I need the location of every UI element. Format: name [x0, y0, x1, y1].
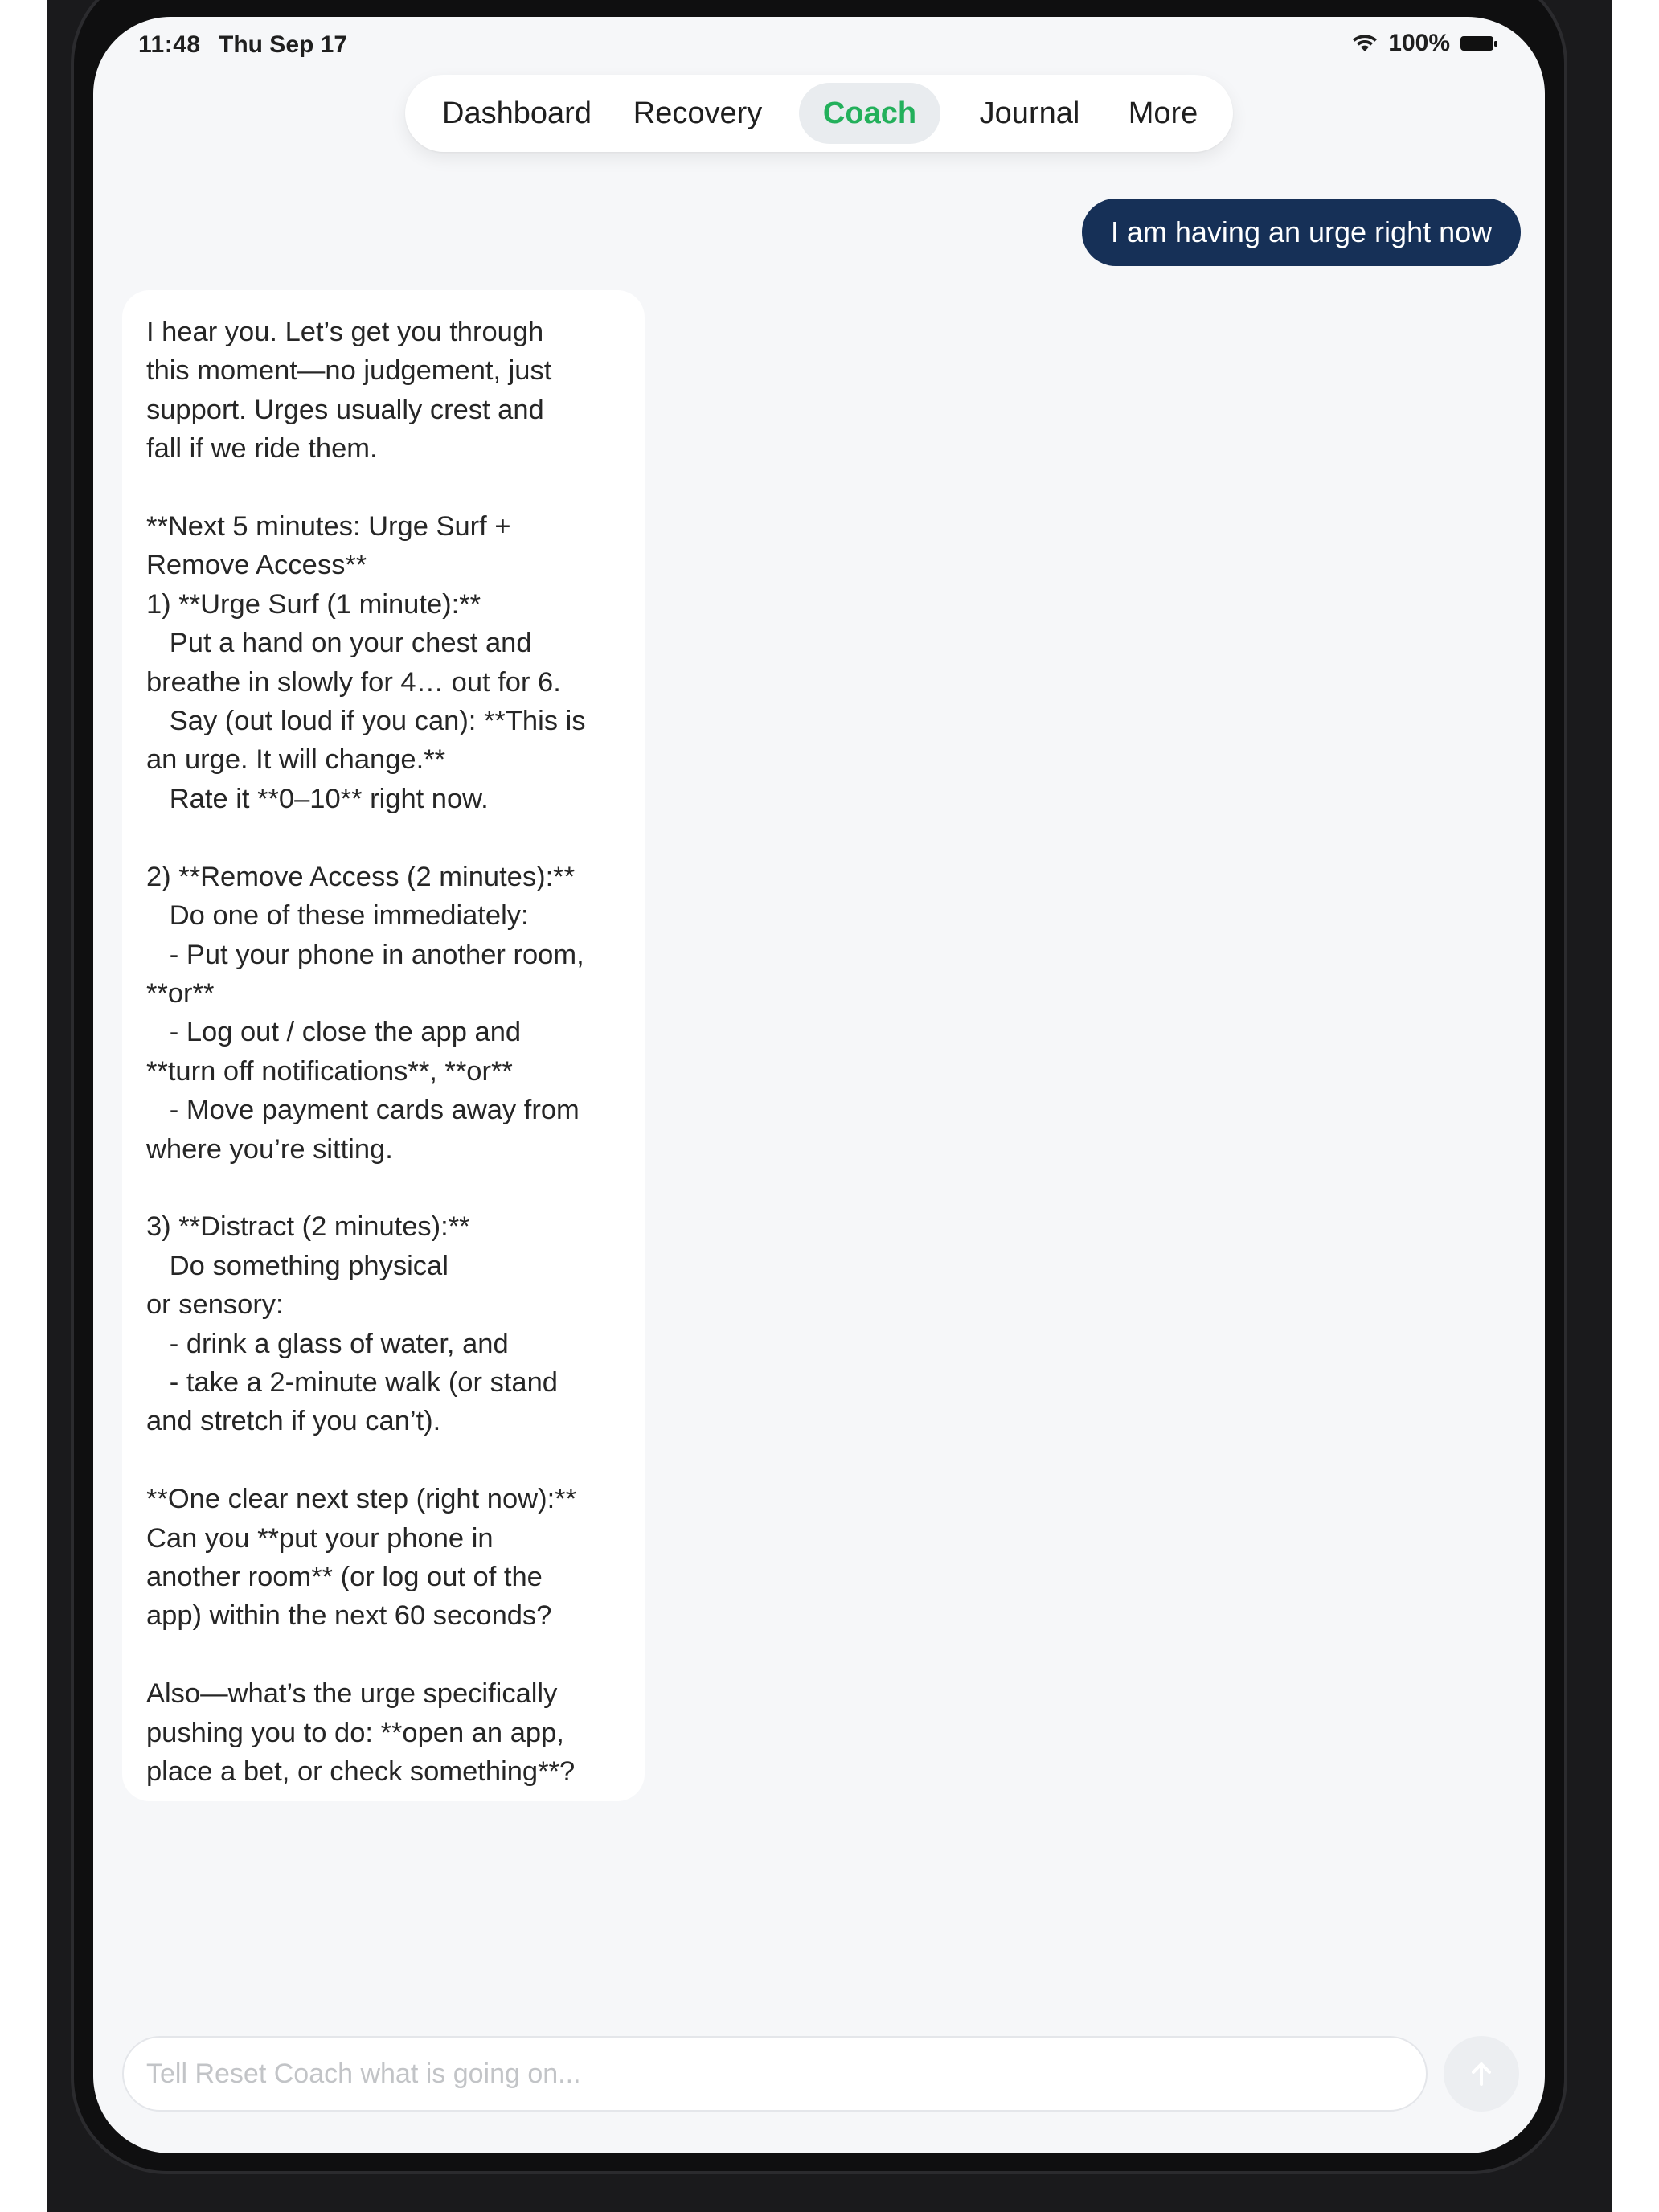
status-date: Thu Sep 17: [219, 31, 348, 58]
user-message-bubble: I am having an urge right now: [1082, 199, 1521, 266]
tab-recovery[interactable]: Recovery: [633, 96, 763, 130]
message-composer: [122, 2036, 1428, 2112]
tab-bar: [405, 75, 1233, 152]
tab-coach[interactable]: Coach: [799, 83, 940, 144]
tab-journal[interactable]: Journal: [979, 96, 1080, 130]
battery-icon: [1460, 34, 1498, 53]
app-screen: [93, 17, 1545, 2153]
message-input[interactable]: [124, 2038, 1426, 2110]
battery-percent: 100%: [1388, 30, 1450, 56]
tab-dashboard[interactable]: Dashboard: [442, 96, 592, 130]
tab-more[interactable]: More: [1128, 96, 1198, 130]
coach-message-bubble: I hear you. Let’s get you through this moment—no judgement, just support. Urges usually crest and fall if we ride them. **Next 5 minutes: Urge Surf + Remove Access** 1) **Urge Surf (1 minute):** Put a hand on your chest and breathe in slowly for 4… out for 6. Say (out loud if you can): **This is an urge. It will change.** Rate it **0–10** right now. 2) **Remove Access (2 minutes):** Do one of these immediately: - Put your phone in another room, **or** - Log out / close the app and **turn off notifications**, **or** - Move payment cards away from where you’re sitting. 3) **Distract (2 minutes):** Do something physical or sensory: - drink a glass of water, and - take a 2-minute walk (or stand and stretch if you can’t). **One clear next step (right now):** Can you **put your phone in another room** (or log out of the app) within the next 60 seconds? Also—what’s the urge specifically pushing you to do: **open an app, place a bet, or check something**?: [122, 290, 645, 1801]
arrow-up-icon: [1465, 2058, 1497, 2090]
status-time: 11:48: [138, 31, 201, 58]
wifi-icon: [1351, 34, 1378, 53]
status-indicators: [1351, 30, 1498, 57]
send-button[interactable]: [1444, 2036, 1519, 2112]
status-bar: [93, 17, 1545, 73]
